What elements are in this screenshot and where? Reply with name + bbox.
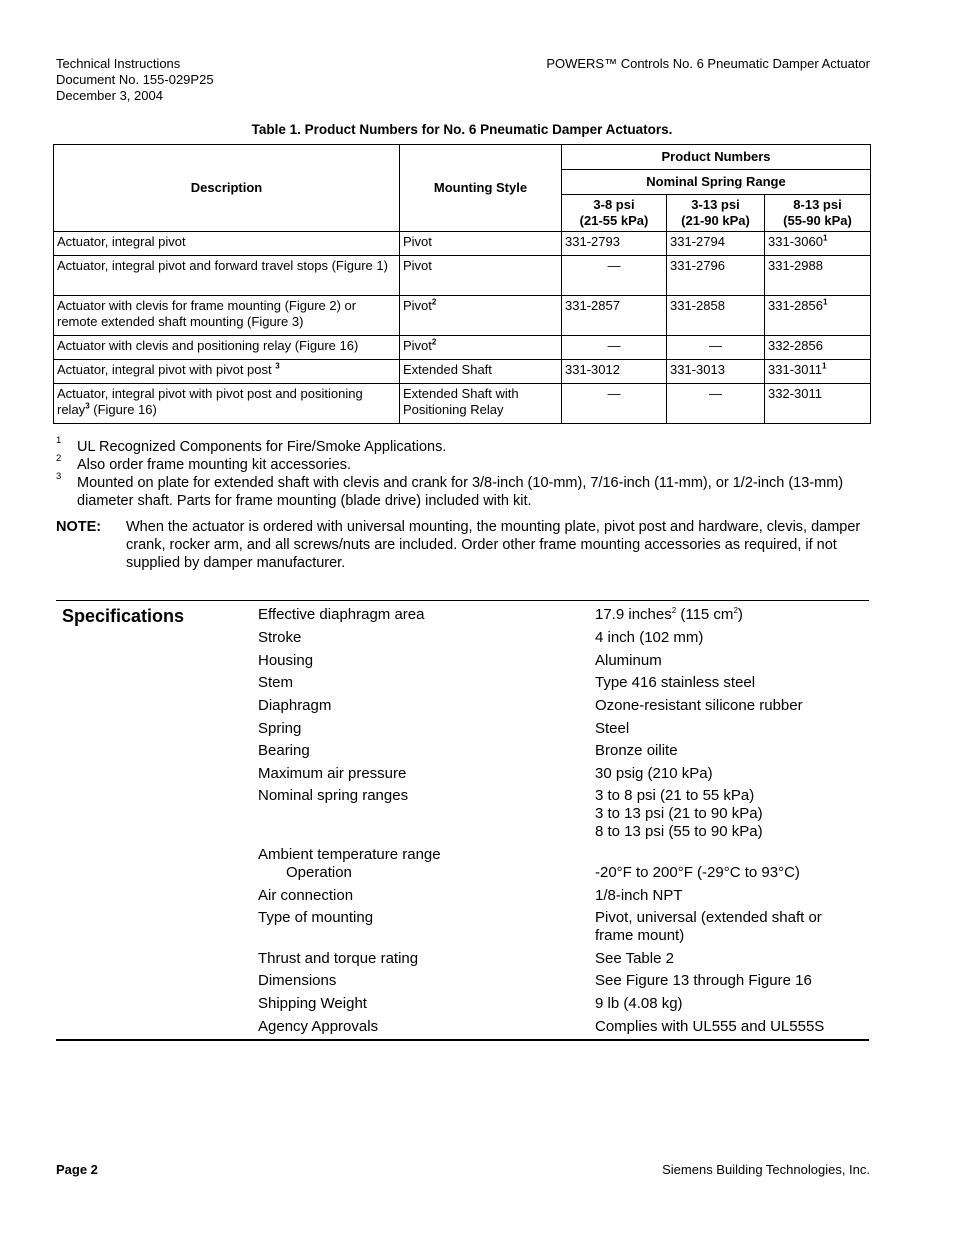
footnote-ref: 1 xyxy=(821,361,827,371)
spec-label xyxy=(258,846,441,882)
cell-description xyxy=(54,384,400,424)
spec-label-text: Agency Approvals xyxy=(258,1018,379,1035)
mounting-text: Extended Shaft xyxy=(403,362,492,377)
spec-label-text: Diaphragm xyxy=(258,697,332,714)
spec-value xyxy=(595,697,855,715)
description-text: Actuator, integral pivot xyxy=(57,234,186,249)
product-number: 331-2857 xyxy=(565,298,620,313)
cell-mounting-style xyxy=(400,336,562,360)
table-row xyxy=(54,336,871,360)
table-row xyxy=(54,296,871,336)
header-product-numbers: Product Numbers xyxy=(562,145,871,170)
spec-label-text: Air connection xyxy=(258,887,354,904)
table-row xyxy=(54,360,871,384)
footnote-ref: 2 xyxy=(431,337,437,347)
spec-label-text: Effective diaphragm area xyxy=(258,606,425,623)
doc-type: Technical Instructions xyxy=(56,56,181,71)
product-number: 332-3011 xyxy=(768,386,822,401)
spec-label xyxy=(258,674,293,692)
spec-value-line: See Figure 13 through Figure 16 xyxy=(595,972,812,989)
header-description: Description xyxy=(54,145,400,232)
spec-value-line: 17.9 inches$^2$ (115 $cm^2$) xyxy=(595,606,743,623)
spec-label xyxy=(258,629,301,647)
cell-description xyxy=(54,296,400,336)
mounting-text: Pivot xyxy=(403,234,432,249)
spec-value-line: frame mount) xyxy=(595,927,685,944)
cell-mounting-style xyxy=(400,296,562,336)
product-number: 331-2794 xyxy=(670,234,725,249)
cell-product-number xyxy=(667,232,765,256)
header-col-3-8psi: 3-8 psi (21-55 kPa) xyxy=(562,195,667,232)
product-number: — xyxy=(709,386,722,401)
spec-value xyxy=(595,1018,855,1036)
product-number: 331-2793 xyxy=(565,234,620,249)
cell-mounting-style xyxy=(400,360,562,384)
spec-value-line: Complies with UL555 and UL555S xyxy=(595,1018,825,1035)
spec-value-line: See Table 2 xyxy=(595,950,674,967)
footnote-mark: 2 xyxy=(56,453,62,464)
spec-label-text: Stem xyxy=(258,674,294,691)
spec-label xyxy=(258,720,301,738)
footnote-ref: 1 xyxy=(822,297,828,307)
spec-value-line: Pivot, universal (extended shaft or xyxy=(595,909,822,926)
spec-value xyxy=(595,720,855,738)
footnote-ref: 1 xyxy=(822,233,828,243)
spec-label xyxy=(258,950,418,968)
product-number: 331-3011 xyxy=(768,362,822,377)
divider xyxy=(56,600,869,601)
document-title: POWERS™ Controls No. 6 Pneumatic Damper Actuator xyxy=(546,56,870,71)
cell-product-number xyxy=(562,384,667,424)
description-text: (Figure 16) xyxy=(89,402,157,417)
spec-label xyxy=(258,1018,378,1036)
product-number: 331-2988 xyxy=(768,258,823,273)
spec-label xyxy=(258,995,367,1013)
mounting-text: Pivot xyxy=(403,298,432,313)
spec-label-text: Thrust and torque rating xyxy=(258,950,419,967)
product-number: 331-3012 xyxy=(565,362,620,377)
header-col-3-13psi: 3-13 psi (21-90 kPa) xyxy=(667,195,765,232)
spec-value xyxy=(595,972,855,990)
product-number: 331-3060 xyxy=(768,234,823,249)
description-text: Actuator with clevis for frame mounting (Figure 2) or remote extended shaft mounting (Figure 3) xyxy=(57,298,357,329)
spec-value xyxy=(595,674,855,692)
header-mounting-style: Mounting Style xyxy=(400,145,562,232)
cell-product-number xyxy=(667,256,765,296)
cell-product-number xyxy=(765,232,871,256)
spec-value-line: 8 to 13 psi (55 to 90 kPa) xyxy=(595,823,763,840)
spec-label-text: Spring xyxy=(258,720,302,737)
product-numbers-table xyxy=(53,144,871,424)
spec-label-text: Bearing xyxy=(258,742,310,759)
cell-product-number xyxy=(562,360,667,384)
document-header-left xyxy=(56,56,214,104)
footnote-mark: 3 xyxy=(56,471,62,482)
spec-value xyxy=(595,909,855,945)
table-row xyxy=(54,256,871,296)
product-number: 332-2856 xyxy=(768,338,823,353)
doc-date: December 3, 2004 xyxy=(56,88,163,103)
cell-product-number xyxy=(562,232,667,256)
spec-label xyxy=(258,787,408,805)
spec-label-text: Type of mounting xyxy=(258,909,374,926)
cell-description xyxy=(54,256,400,296)
cell-product-number xyxy=(667,384,765,424)
footnote-ref: 3 xyxy=(275,361,280,371)
spec-value xyxy=(595,765,855,783)
page-number: Page 2 xyxy=(56,1162,98,1177)
spec-label-text: Stroke xyxy=(258,629,302,646)
table-row xyxy=(54,232,871,256)
spec-value xyxy=(595,887,855,905)
doc-number: Document No. 155-029P25 xyxy=(56,72,214,87)
spec-label xyxy=(258,972,336,990)
note-label: NOTE: xyxy=(56,519,102,535)
spec-label xyxy=(258,765,406,783)
spec-label xyxy=(258,887,353,905)
product-number: — xyxy=(607,258,621,273)
header-col-8-13psi: 8-13 psi (55-90 kPa) xyxy=(765,195,871,232)
spec-label-text: Shipping Weight xyxy=(258,995,367,1012)
spec-label xyxy=(258,606,425,624)
spec-value-line: 1/8-inch NPT xyxy=(595,887,683,904)
spec-value xyxy=(595,606,855,624)
product-number: — xyxy=(607,386,621,401)
table-row xyxy=(54,384,871,424)
spec-label xyxy=(258,742,310,760)
footnote-text: Mounted on plate for extended shaft with clevis and crank for 3/8-inch (10-mm), 7/16-inch (11-mm), or 1/2-inch (13-mm) diameter shaft. Parts for frame mounting (blade drive) included with kit. xyxy=(77,475,844,509)
cell-product-number xyxy=(667,296,765,336)
specifications-title: Specifications xyxy=(62,606,185,626)
cell-description xyxy=(54,336,400,360)
cell-product-number xyxy=(562,336,667,360)
spec-value-line: 3 to 13 psi (21 to 90 kPa) xyxy=(595,805,763,822)
description-text: Actuator, integral pivot with pivot post and positioning relay xyxy=(57,386,363,417)
description-text: Actuator, integral pivot and forward travel stops (Figure 1) xyxy=(57,258,388,273)
note-text: When the actuator is ordered with universal mounting, the mounting plate, pivot post and hardware, clevis, damper crank, rocker arm, and all screws/nuts are included. Order other frame mounting accessories as required, if not supplied by damper manufacturer. xyxy=(126,519,861,571)
divider xyxy=(56,1039,869,1041)
spec-value xyxy=(595,864,855,882)
mounting-text: Pivot xyxy=(403,338,432,353)
spec-value-line: 30 psig (210 kPa) xyxy=(595,765,713,782)
product-number: 331-2858 xyxy=(670,298,725,313)
spec-value-line: 3 to 8 psi (21 to 55 kPa) xyxy=(595,787,755,804)
spec-label-text: Housing xyxy=(258,652,314,669)
cell-product-number xyxy=(562,256,667,296)
spec-label-text: Ambient temperature range xyxy=(258,846,441,863)
cell-description xyxy=(54,232,400,256)
mounting-text: Extended Shaft with Positioning Relay xyxy=(403,386,519,417)
cell-product-number xyxy=(765,296,871,336)
table-header-row xyxy=(54,145,871,170)
spec-label-text: Maximum air pressure xyxy=(258,765,407,782)
description-text: Actuator, integral pivot with pivot post xyxy=(57,362,276,377)
spec-label xyxy=(258,909,373,927)
table-title: Table 1. Product Numbers for No. 6 Pneumatic Damper Actuators. xyxy=(251,122,673,137)
spec-value xyxy=(595,629,855,647)
spec-value xyxy=(595,950,855,968)
cell-mounting-style xyxy=(400,256,562,296)
spec-value xyxy=(595,787,855,841)
company-name: Siemens Building Technologies, Inc. xyxy=(662,1162,870,1177)
cell-product-number xyxy=(765,336,871,360)
footnote-ref: 2 xyxy=(431,297,437,307)
spec-value-line: 4 inch (102 mm) xyxy=(595,629,704,646)
footnote-text: UL Recognized Components for Fire/Smoke Applications. xyxy=(77,439,447,455)
cell-mounting-style xyxy=(400,384,562,424)
mounting-text: Pivot xyxy=(403,258,432,273)
spec-value-line: Aluminum xyxy=(595,652,662,669)
spec-value-line: Ozone-resistant silicone rubber xyxy=(595,697,803,714)
footnote-text: Also order frame mounting kit accessories. xyxy=(77,457,351,473)
footnote-ref: 3 xyxy=(85,401,90,411)
spec-value-line: -20°F to 200°F (-29°C to 93°C) xyxy=(595,864,800,881)
spec-value-line: Steel xyxy=(595,720,630,737)
spec-value xyxy=(595,742,855,760)
cell-product-number xyxy=(765,256,871,296)
spec-value xyxy=(595,652,855,670)
cell-product-number xyxy=(667,360,765,384)
spec-value-line: Bronze oilite xyxy=(595,742,678,759)
spec-label xyxy=(258,652,313,670)
spec-value-line: 9 lb (4.08 kg) xyxy=(595,995,683,1012)
description-text: Actuator with clevis and positioning relay (Figure 16) xyxy=(57,338,359,353)
cell-mounting-style xyxy=(400,232,562,256)
spec-label-text: Nominal spring ranges xyxy=(258,787,409,804)
product-number: 331-2856 xyxy=(768,298,823,313)
footnote-mark: 1 xyxy=(56,435,62,446)
spec-label-text: Dimensions xyxy=(258,972,337,989)
spec-label xyxy=(258,697,331,715)
cell-product-number xyxy=(667,336,765,360)
header-spring-range: Nominal Spring Range xyxy=(562,170,871,195)
product-number: — xyxy=(709,338,722,353)
spec-value-line: Type 416 stainless steel xyxy=(595,674,756,691)
product-number: — xyxy=(607,338,621,353)
cell-description xyxy=(54,360,400,384)
spec-sublabel: Operation xyxy=(286,864,352,881)
cell-product-number xyxy=(765,384,871,424)
product-number: 331-2796 xyxy=(670,258,725,273)
cell-product-number xyxy=(562,296,667,336)
cell-product-number xyxy=(765,360,871,384)
spec-value xyxy=(595,995,855,1013)
product-number: 331-3013 xyxy=(670,362,725,377)
